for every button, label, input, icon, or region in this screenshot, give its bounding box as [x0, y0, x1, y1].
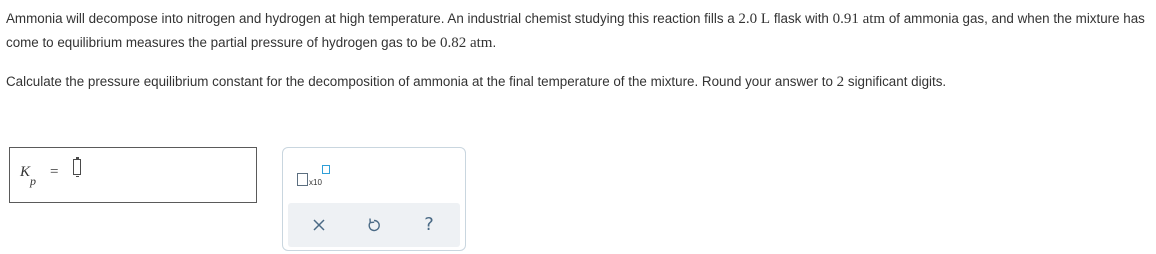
kp-subscript: p	[30, 174, 36, 188]
question-paragraph-1	[6, 7, 1146, 55]
flask-volume: 2.0 L	[738, 11, 771, 27]
undo-button[interactable]	[361, 212, 387, 238]
x10-label: x10	[309, 178, 322, 187]
question-text	[6, 7, 1146, 94]
mantissa-box-icon	[297, 173, 308, 186]
question-paragraph-2	[6, 70, 1146, 94]
significant-digits: 2	[836, 74, 845, 90]
question-text-segment: .	[492, 35, 497, 50]
clear-button[interactable]	[306, 212, 332, 238]
scientific-notation-button[interactable]	[295, 160, 335, 190]
equals-sign: =	[50, 164, 59, 180]
kp-symbol: K	[20, 164, 31, 180]
question-text-segment: significant digits.	[844, 74, 947, 89]
hydrogen-pressure: 0.82 atm	[439, 35, 493, 51]
question-text-segment: Calculate the pressure equilibrium constant for the decomposition of ammonia at the final temperature of the mixture. Round your answer to	[6, 74, 837, 89]
answer-entry-slot[interactable]	[73, 159, 81, 175]
initial-pressure: 0.91 atm	[832, 11, 886, 27]
close-icon	[313, 219, 325, 231]
exponent-box-icon	[322, 165, 330, 174]
tool-action-bar	[288, 203, 460, 247]
math-tool-panel	[282, 147, 466, 251]
question-text-segment: Ammonia will decompose into nitrogen and hydrogen at high temperature. An industrial chemist studying this reaction fills a	[6, 11, 739, 26]
answer-input-box[interactable]	[9, 147, 257, 203]
help-icon: ?	[424, 214, 434, 235]
question-text-segment: of ammonia gas, and when the mixture has come to equilibrium measures the partial pressure of hydrogen gas to be	[6, 11, 1145, 50]
help-button[interactable]	[416, 212, 442, 238]
question-text-segment: flask with	[770, 11, 833, 26]
undo-icon	[367, 217, 381, 233]
